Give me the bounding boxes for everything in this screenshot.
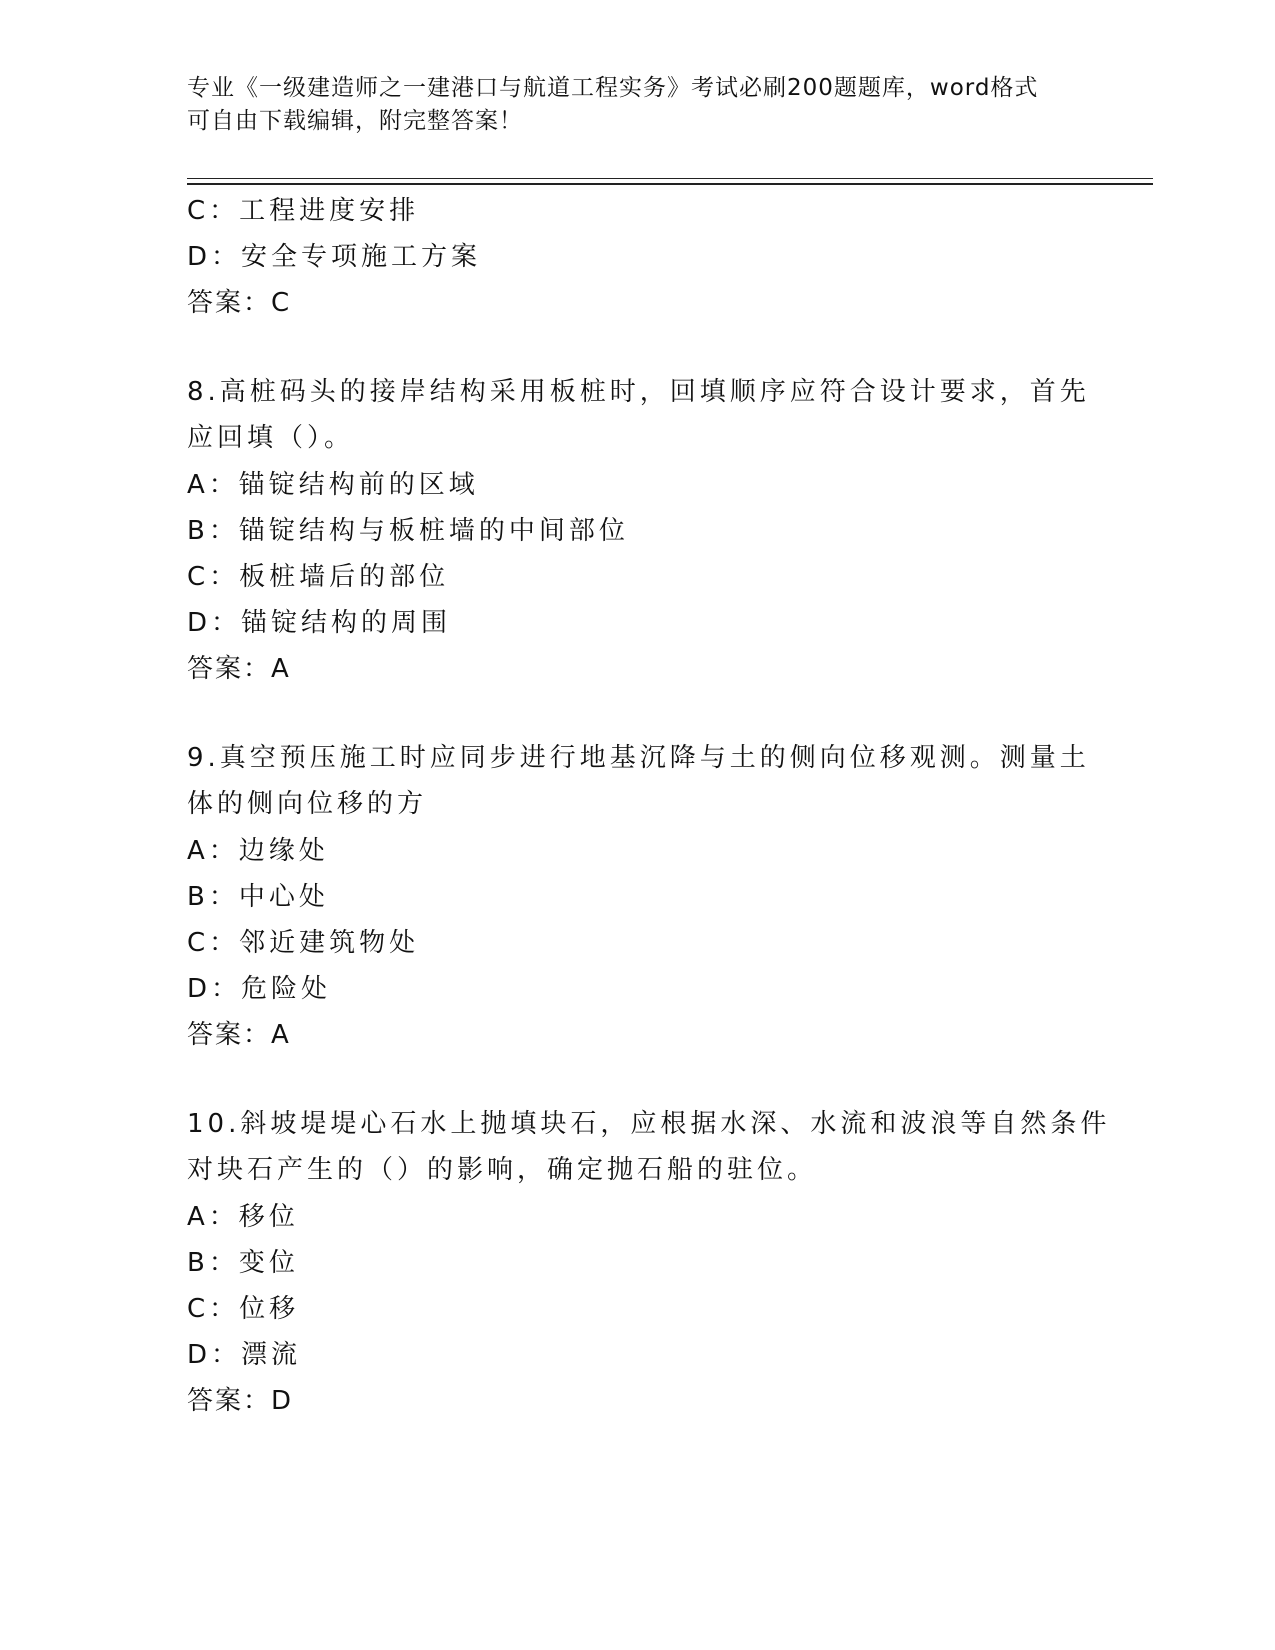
- answer-line: 答案：D: [187, 1386, 294, 1416]
- question-block-8: [187, 370, 1090, 692]
- answer-line: 答案：A: [187, 654, 291, 684]
- option-d: D：安全专项施工方案: [187, 242, 482, 272]
- option-c: C：位移: [187, 1294, 300, 1324]
- option-a: A：锚锭结构前的区域: [187, 470, 479, 500]
- question-list: [187, 188, 1111, 1424]
- question-text: 8.高桩码头的接岸结构采用板桩时，回填顺序应符合设计要求，首先: [187, 377, 1090, 407]
- question-text-continued: 对块石产生的（）的影响，确定抛石船的驻位。: [187, 1155, 818, 1185]
- question-text: 9.真空预压施工时应同步进行地基沉降与土的侧向位移观测。测量土: [187, 743, 1090, 773]
- option-a: A：边缘处: [187, 836, 329, 866]
- option-a: A：移位: [187, 1202, 299, 1232]
- option-c: C：邻近建筑物处: [187, 928, 420, 958]
- header-title-line-2: 可自由下载编辑，附完整答案！: [187, 108, 523, 134]
- question-text-continued: 应回填（）。: [187, 423, 355, 453]
- option-d: D：锚锭结构的周围: [187, 608, 452, 638]
- answer-line: 答案：A: [187, 1020, 291, 1050]
- question-block-9: [187, 736, 1090, 1058]
- header-divider-thin: [187, 178, 1153, 179]
- question-text-continued: 体的侧向位移的方: [187, 789, 428, 819]
- answer-line: 答案：C: [187, 288, 292, 318]
- header-divider-thick: [187, 183, 1153, 185]
- document-header: [187, 72, 1087, 138]
- question-text: 10.斜坡堤堤心石水上抛填块石，应根据水深、水流和波浪等自然条件: [187, 1109, 1111, 1139]
- option-d: D：危险处: [187, 974, 332, 1004]
- option-b: B：锚锭结构与板桩墙的中间部位: [187, 516, 629, 546]
- question-block-10: [187, 1102, 1111, 1424]
- question-block-prev: [187, 188, 1087, 326]
- option-b: B：中心处: [187, 882, 329, 912]
- option-c: C：板桩墙后的部位: [187, 562, 450, 592]
- header-title-line-1: 专业《一级建造师之一建港口与航道工程实务》考试必刷200题题库，word格式: [187, 75, 1039, 101]
- option-b: B：变位: [187, 1248, 299, 1278]
- option-c: C：工程进度安排: [187, 196, 420, 226]
- option-d: D：漂流: [187, 1340, 302, 1370]
